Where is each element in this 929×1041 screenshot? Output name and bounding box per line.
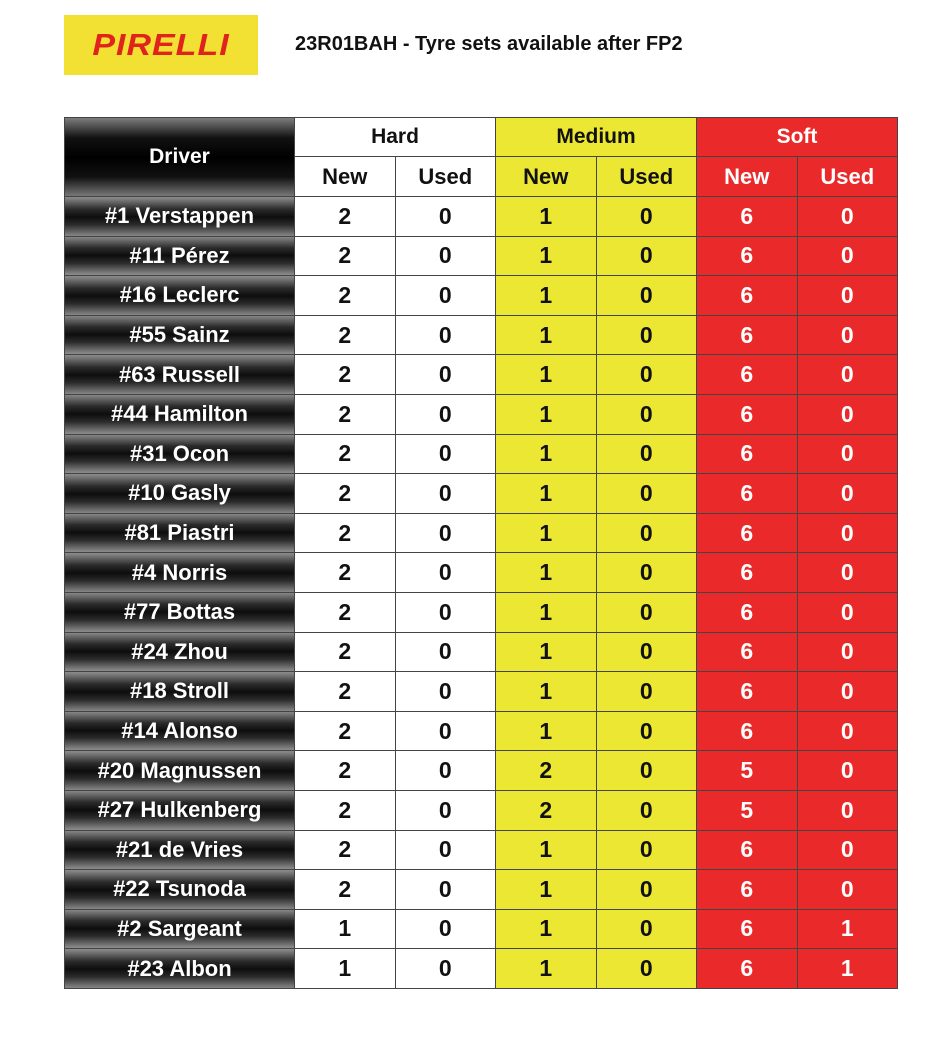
driver-name-cell: #20 Magnussen [65,751,295,791]
table-row [65,355,898,395]
hard-new-cell: 2 [295,434,396,474]
soft-new-cell: 6 [697,355,798,395]
medium-new-cell: 1 [496,553,597,593]
hard-used-header: Used [395,157,496,197]
soft-used-cell: 0 [797,394,898,434]
hard-new-cell: 2 [295,197,396,237]
medium-used-cell: 0 [596,672,697,712]
hard-used-cell: 0 [395,474,496,514]
soft-new-cell: 6 [697,909,798,949]
medium-used-cell: 0 [596,394,697,434]
table-row [65,711,898,751]
soft-new-cell: 6 [697,197,798,237]
medium-used-cell: 0 [596,711,697,751]
hard-new-cell: 2 [295,236,396,276]
soft-new-cell: 6 [697,236,798,276]
soft-new-cell: 5 [697,751,798,791]
table-row [65,790,898,830]
hard-new-cell: 2 [295,276,396,316]
hard-new-cell: 2 [295,751,396,791]
medium-used-cell: 0 [596,197,697,237]
soft-new-cell: 6 [697,553,798,593]
hard-new-cell: 2 [295,870,396,910]
soft-used-cell: 0 [797,197,898,237]
hard-new-cell: 2 [295,632,396,672]
medium-used-cell: 0 [596,434,697,474]
table-row [65,592,898,632]
medium-used-cell: 0 [596,949,697,989]
soft-used-cell: 0 [797,355,898,395]
soft-used-cell: 0 [797,632,898,672]
medium-new-cell: 1 [496,711,597,751]
soft-used-cell: 0 [797,276,898,316]
hard-new-cell: 2 [295,513,396,553]
soft-used-cell: 0 [797,474,898,514]
soft-new-cell: 6 [697,949,798,989]
driver-name-cell: #27 Hulkenberg [65,790,295,830]
medium-new-cell: 1 [496,276,597,316]
soft-new-cell: 6 [697,592,798,632]
hard-used-cell: 0 [395,355,496,395]
table-row [65,553,898,593]
hard-new-cell: 2 [295,592,396,632]
hard-new-cell: 2 [295,553,396,593]
soft-used-cell: 0 [797,711,898,751]
hard-new-cell: 2 [295,830,396,870]
page-title: 23R01BAH - Tyre sets available after FP2 [295,33,683,55]
medium-new-cell: 2 [496,790,597,830]
compound-header-row [65,118,898,157]
hard-used-cell: 0 [395,830,496,870]
soft-new-cell: 6 [697,830,798,870]
soft-used-cell: 0 [797,236,898,276]
medium-used-cell: 0 [596,513,697,553]
hard-used-cell: 0 [395,870,496,910]
hard-used-cell: 0 [395,790,496,830]
hard-new-cell: 1 [295,949,396,989]
hard-used-cell: 0 [395,276,496,316]
hard-new-cell: 2 [295,790,396,830]
hard-used-cell: 0 [395,315,496,355]
driver-name-cell: #22 Tsunoda [65,870,295,910]
table-row [65,949,898,989]
soft-new-cell: 6 [697,513,798,553]
table-row [65,830,898,870]
soft-new-cell: 6 [697,632,798,672]
driver-name-cell: #4 Norris [65,553,295,593]
hard-used-cell: 0 [395,909,496,949]
driver-name-cell: #31 Ocon [65,434,295,474]
soft-new-cell: 6 [697,870,798,910]
brand-wordmark: PIRELLI [92,27,230,63]
medium-used-cell: 0 [596,276,697,316]
medium-new-cell: 1 [496,394,597,434]
table-row [65,474,898,514]
table-body [65,197,898,989]
soft-new-cell: 6 [697,315,798,355]
medium-used-cell: 0 [596,592,697,632]
table-row [65,870,898,910]
hard-new-cell: 2 [295,355,396,395]
medium-used-cell: 0 [596,315,697,355]
table-row [65,315,898,355]
medium-used-cell: 0 [596,751,697,791]
medium-used-cell: 0 [596,790,697,830]
table-row [65,434,898,474]
driver-name-cell: #10 Gasly [65,474,295,514]
soft-new-cell: 6 [697,672,798,712]
medium-new-cell: 1 [496,909,597,949]
medium-used-header: Used [596,157,697,197]
table-row [65,909,898,949]
soft-new-cell: 6 [697,394,798,434]
driver-name-cell: #16 Leclerc [65,276,295,316]
medium-new-cell: 1 [496,355,597,395]
medium-used-cell: 0 [596,870,697,910]
table-row [65,672,898,712]
hard-new-cell: 2 [295,474,396,514]
driver-name-cell: #81 Piastri [65,513,295,553]
medium-compound-header: Medium [496,118,697,157]
medium-new-cell: 1 [496,632,597,672]
soft-used-cell: 0 [797,553,898,593]
medium-used-cell: 0 [596,909,697,949]
table-row [65,394,898,434]
hard-used-cell: 0 [395,197,496,237]
tyre-sets-table [64,117,898,989]
hard-used-cell: 0 [395,513,496,553]
hard-used-cell: 0 [395,592,496,632]
soft-new-cell: 6 [697,434,798,474]
hard-used-cell: 0 [395,394,496,434]
soft-used-cell: 0 [797,513,898,553]
hard-used-cell: 0 [395,632,496,672]
hard-used-cell: 0 [395,434,496,474]
hard-used-cell: 0 [395,672,496,712]
hard-new-cell: 2 [295,672,396,712]
medium-new-cell: 1 [496,949,597,989]
driver-name-cell: #11 Pérez [65,236,295,276]
driver-name-cell: #44 Hamilton [65,394,295,434]
soft-used-cell: 0 [797,315,898,355]
pirelli-logo [64,15,258,75]
medium-used-cell: 0 [596,474,697,514]
medium-new-cell: 1 [496,315,597,355]
medium-new-cell: 1 [496,592,597,632]
driver-name-cell: #14 Alonso [65,711,295,751]
soft-used-cell: 0 [797,751,898,791]
hard-new-cell: 2 [295,315,396,355]
hard-new-header: New [295,157,396,197]
hard-new-cell: 1 [295,909,396,949]
medium-new-cell: 1 [496,236,597,276]
medium-new-cell: 1 [496,474,597,514]
hard-used-cell: 0 [395,949,496,989]
soft-new-cell: 6 [697,711,798,751]
medium-new-cell: 1 [496,197,597,237]
soft-used-cell: 0 [797,592,898,632]
hard-used-cell: 0 [395,711,496,751]
medium-used-cell: 0 [596,632,697,672]
driver-name-cell: #21 de Vries [65,830,295,870]
medium-used-cell: 0 [596,553,697,593]
soft-new-header: New [697,157,798,197]
driver-name-cell: #77 Bottas [65,592,295,632]
medium-new-cell: 1 [496,830,597,870]
hard-used-cell: 0 [395,553,496,593]
soft-used-cell: 0 [797,790,898,830]
soft-used-cell: 0 [797,434,898,474]
hard-used-cell: 0 [395,236,496,276]
driver-name-cell: #2 Sargeant [65,909,295,949]
medium-used-cell: 0 [596,236,697,276]
medium-new-cell: 1 [496,434,597,474]
table-row [65,513,898,553]
hard-new-cell: 2 [295,711,396,751]
medium-new-header: New [496,157,597,197]
soft-used-cell: 0 [797,830,898,870]
medium-new-cell: 1 [496,870,597,910]
soft-new-cell: 5 [697,790,798,830]
soft-used-cell: 0 [797,672,898,712]
table-row [65,236,898,276]
medium-used-cell: 0 [596,355,697,395]
soft-used-cell: 0 [797,870,898,910]
medium-used-cell: 0 [596,830,697,870]
hard-new-cell: 2 [295,394,396,434]
table-row [65,751,898,791]
hard-used-cell: 0 [395,751,496,791]
medium-new-cell: 1 [496,672,597,712]
driver-name-cell: #55 Sainz [65,315,295,355]
soft-used-cell: 1 [797,909,898,949]
table-row [65,276,898,316]
driver-column-header: Driver [65,118,295,197]
driver-name-cell: #18 Stroll [65,672,295,712]
hard-compound-header: Hard [295,118,496,157]
driver-name-cell: #23 Albon [65,949,295,989]
table-row [65,197,898,237]
table-row [65,632,898,672]
driver-name-cell: #24 Zhou [65,632,295,672]
soft-compound-header: Soft [697,118,898,157]
medium-new-cell: 2 [496,751,597,791]
soft-new-cell: 6 [697,474,798,514]
driver-name-cell: #1 Verstappen [65,197,295,237]
driver-name-cell: #63 Russell [65,355,295,395]
medium-new-cell: 1 [496,513,597,553]
soft-new-cell: 6 [697,276,798,316]
soft-used-header: Used [797,157,898,197]
soft-used-cell: 1 [797,949,898,989]
